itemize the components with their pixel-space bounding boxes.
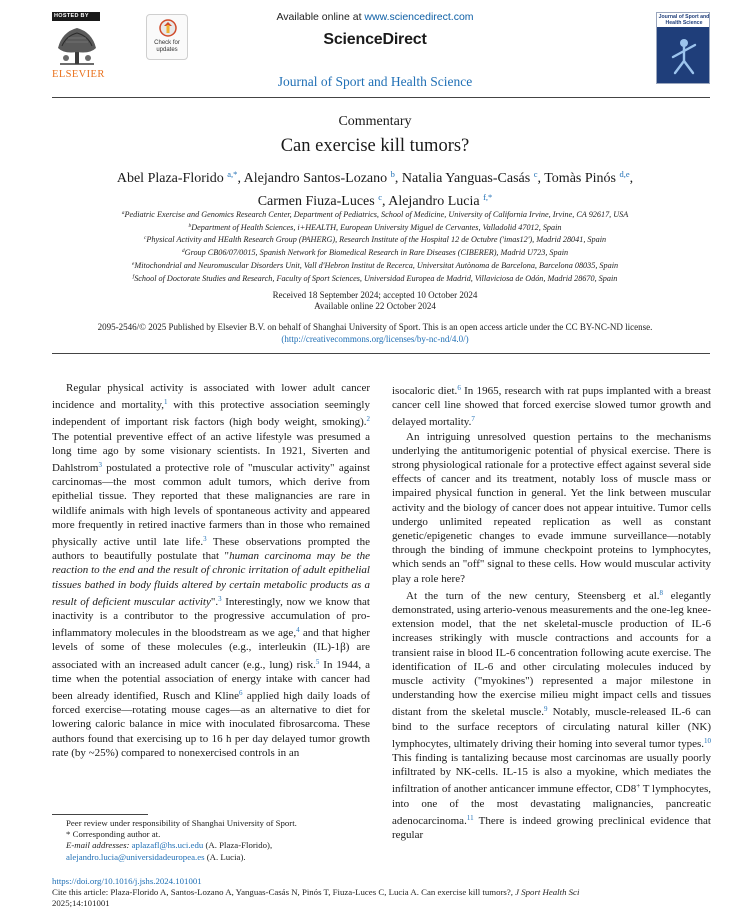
author-affil-marker[interactable]: c	[533, 169, 538, 179]
corresponding-author-note: * Corresponding author at.	[66, 829, 161, 840]
affiliation-item: $^e$Mitochondrial and Neuromuscular Disorders Unit, Vall d'Hebron Institut de Recerca, Universitat Autònoma de Barcelona, Barcelona 08035, Spain	[131, 260, 619, 270]
footnote-divider	[52, 814, 148, 815]
email-addresses: E-mail addresses: aplazafl@hs.uci.edu (A. Plaza-Florido), alejandro.lucia@universidadeuropea.es (A. Lucia).	[66, 840, 273, 862]
body-paragraph: isocaloric diet.$^6$ In 1965, research with rat pups implanted with a breast cancer cell line showed that forced exercise slowed tumor growth and delayed mortality.$^7$	[392, 384, 711, 429]
author-name[interactable]: Abel Plaza-Florido	[116, 171, 224, 186]
hosted-by-label: HOSTED BY	[52, 12, 100, 21]
doi-link[interactable]: https://doi.org/10.1016/j.jshs.2024.101001	[52, 876, 202, 886]
historical-quote: human carcinoma may be the reaction to the end and the result of chronic irritation of adult epithelial tissues bathed in body fluids altered by certain metabolic products as a result of deficient muscular activity	[52, 550, 370, 608]
journal-header	[0, 0, 750, 92]
author-name[interactable]: Alejandro Lucia	[388, 194, 480, 209]
received-date: Received 18 September 2024; accepted 10 October 2024	[272, 290, 478, 300]
citation-ref[interactable]: 8	[659, 588, 664, 597]
license-statement	[60, 321, 690, 345]
sciencedirect-title: ScienceDirect	[323, 31, 427, 48]
body-paragraph: At the turn of the new century, Steensberg et al.$^8$ elegantly demonstrated, using arterio-venous measurements and the one-leg knee-extension model, that the net skeletal-muscle production of IL-6 increases strikingly with muscle contractions and accounts for a transient raise in blood IL-6 concentration following acute exercise. The identification of IL-6 and other circulating molecules induced by muscle activity ("myokines") represented a major milestone in understanding how the exercise milieu might impact cells and tissues distant from the skeletal muscle.$^9$ Notably, muscle-released IL-6 can bind to the surface receptors of circulating natural killer (NK) lymphocytes, ultimately driving their homing into several tumor types.$^{10}$ This finding is tantalizing because most carcinomas are usually poorly infiltrated by NK-cells. IL-15 is also a myokine, which mediates the infiltration of another anticancer immune effector, CD8+ T lymphocytes, into one of the most devastating malignancies, pancreatic adenocarcinoma.$^{11}$ There is indeed growing preclinical evidence that regular	[392, 588, 712, 842]
affiliation-item: $^c$Physical Activity and HEalth Research Group (PAHERG), Research Institute of the Hospital 12 de Octubre ('imas12'), Madrid 28041, Spain	[143, 235, 607, 245]
author-name[interactable]: Alejandro Santos-Lozano	[243, 171, 388, 186]
author-name[interactable]: Carmen Fiuza-Luces	[257, 194, 375, 209]
cover-figure-icon	[665, 35, 703, 75]
email-link[interactable]: alejandro.lucia@universidadeuropea.es	[66, 851, 205, 862]
citation-volume: 2025;14:101001	[52, 898, 110, 909]
body-column-right	[392, 381, 711, 842]
author-list	[60, 165, 690, 211]
license-link[interactable]: (http://creativecommons.org/licenses/by-nc-nd/4.0/)	[281, 334, 469, 344]
email-link[interactable]: aplazafl@hs.uci.edu	[131, 840, 204, 851]
author-line-1: Abel Plaza-Florido $^{a,*}$, Alejandro Santos-Lozano $^b$, Natalia Yanguas-Casás $^c$, Tomàs Pinós $^{d,e}$,	[116, 169, 634, 186]
author-name[interactable]: Natalia Yanguas-Casás	[401, 171, 531, 186]
author-affil-marker[interactable]: f,*	[483, 192, 493, 202]
citation-ref[interactable]: 3	[218, 594, 222, 603]
citation-ref[interactable]: 1	[163, 398, 168, 407]
journal-title[interactable]: Journal of Sport and Health Science	[277, 74, 473, 89]
author-affil-marker[interactable]: c	[378, 192, 382, 202]
footnotes	[52, 818, 370, 863]
available-online-line	[0, 11, 750, 23]
affiliation-item: $^b$Department of Health Sciences, i+HEALTH, European University Miguel de Cervantes, Valladolid 47012, Spain	[188, 222, 562, 232]
superscript-plus: +	[636, 782, 641, 791]
author-name[interactable]: Tomàs Pinós	[544, 171, 616, 186]
citation-ref[interactable]: 3	[203, 535, 207, 544]
affiliation-item: $^d$Group CB06/07/0015, Spanish Network for Biomedical Research in Rare Diseases (CIBERER), Madrid U723, Spain	[181, 248, 569, 258]
affiliations	[60, 208, 690, 284]
header-divider	[52, 97, 710, 98]
peer-review-note: Peer review under responsibility of Shanghai University of Sport.	[66, 818, 297, 828]
citation-ref[interactable]: 10	[704, 736, 711, 745]
citation-line: Cite this article: Plaza-Florido A, Santos-Lozano A, Yanguas-Casás N, Pinós T, Fiuza-Luces C, Lucia A. Can exercise kill tumors?, J Sport Health Sci	[52, 887, 580, 898]
citation-ref[interactable]: 6	[457, 384, 461, 392]
citation-ref[interactable]: 4	[296, 626, 300, 635]
citation-ref[interactable]: 5	[315, 657, 320, 666]
affiliation-item: $^f$School of Doctorate Studies and Research, Faculty of Sport Sciences, Universidad Europea de Madrid, Villaviciosa de Odón, Madrid 28670, Spain	[132, 273, 618, 283]
license-text: 2095-2546/© 2025 Published by Elsevier B.V. on behalf of Shanghai University of Sport. This is an open access article under the CC BY-NC-ND license.	[97, 322, 653, 332]
check-updates-label: Check for updates	[154, 40, 180, 53]
citation-ref[interactable]: 11	[466, 813, 474, 822]
author-affil-marker[interactable]: a,*	[227, 169, 238, 179]
article-title: Can exercise kill tumors?	[280, 136, 470, 156]
author-affil-marker[interactable]: b	[390, 169, 395, 179]
affiliation-item: $^a$Pediatric Exercise and Genomics Research Center, Department of Pediatrics, School of Medicine, University of California Irvine, Irvine, CA 92617, USA	[121, 210, 629, 219]
body-paragraph: Regular physical activity is associated with lower adult cancer incidence and mortality,$^1$ with this protective association seemingly independent of important risk factors (high body weight, smoking).$^2$ The potential preventive effect of an active lifestyle was presumed a long time ago by some visionary scientists. In 1921, Siverten and Dahlstrom$^3$ postulated a protective role of "muscular activity" against carcinomas—the most common adult tumors, which derive from epithelial tissue. They reported that these malignancies are rare in wildlife animals with high levels of spontaneous activity and appeared more frequently in retired inactive farmers than in those who remained physically active until late life.$^3$ These observations prompted the authors to beautifully postulate that "human carcinoma may be the reaction to the end and the result of chronic irritation of adult epithelial tissues bathed in body fluids altered by certain metabolic products as a result of deficient muscular activity".$^3$ Interestingly, now we know that inactivity is a contributor to the progressive accumulation of pro-inflammatory molecules in the bloodstream as we age,$^4$ and that higher levels of some of these molecules (e.g., interleukin (IL)-1β) are associated with an increased adult cancer (e.g., lung) risk.$^5$ In 1944, a time when the potential association of energy intake with cancer had been already identified, Rusch and Kline$^6$ applied high daily loads of forced exercise—rotating mouse cages—as an alternative to diet for lowering caloric balance in mice with inoculated fibrosarcoma. These authors found that exercising up to 16 h per day delayed tumor growth rate (by ~25%) compared to nonexercised controls in an	[52, 382, 371, 759]
author-affil-marker[interactable]: d,e	[619, 169, 630, 179]
article-type: Commentary	[338, 114, 412, 129]
author-line-2: Carmen Fiuza-Luces $^c$, Alejandro Lucia $^{f,*}$	[257, 192, 493, 209]
available-prefix: Available online at	[276, 11, 362, 23]
citation-ref[interactable]: 9	[544, 705, 548, 714]
citation-ref[interactable]: 7	[471, 415, 475, 424]
license-divider	[52, 353, 710, 354]
article-dates	[0, 290, 750, 312]
citation-ref[interactable]: 2	[366, 415, 370, 424]
journal-cover-thumbnail[interactable]	[656, 12, 710, 84]
body-paragraph: An intriguing unresolved question pertains to the mechanisms underlying the antitumorigenic potential of physical exercise. There is strong physiological rationale for a protective effect against several side effects of cancer and its treatment, notably loss of muscle mass or impaired physical function in general. Yet the link between muscular activity and the biology of cancer does not appear intuitive. Tumor cells undergo unlimited repeated replication as well as constant genetic/epigenetic changes to evade immune surveillance—notably through the binding of immune checkpoint proteins to lymphocytes, which sends an "off" signal to these cells. How would muscular activity play a role here?	[392, 430, 711, 585]
body-column-left	[52, 381, 370, 760]
available-online-date: Available online 22 October 2024	[314, 301, 436, 311]
cover-title: Journal of Sport and Health Science	[658, 14, 710, 26]
citation-ref[interactable]: 6	[239, 689, 243, 698]
sciencedirect-link[interactable]: www.sciencedirect.com	[364, 11, 474, 23]
page-footer	[52, 876, 712, 910]
citation-ref[interactable]: 3	[98, 461, 102, 470]
elsevier-wordmark: ELSEVIER	[52, 69, 105, 80]
